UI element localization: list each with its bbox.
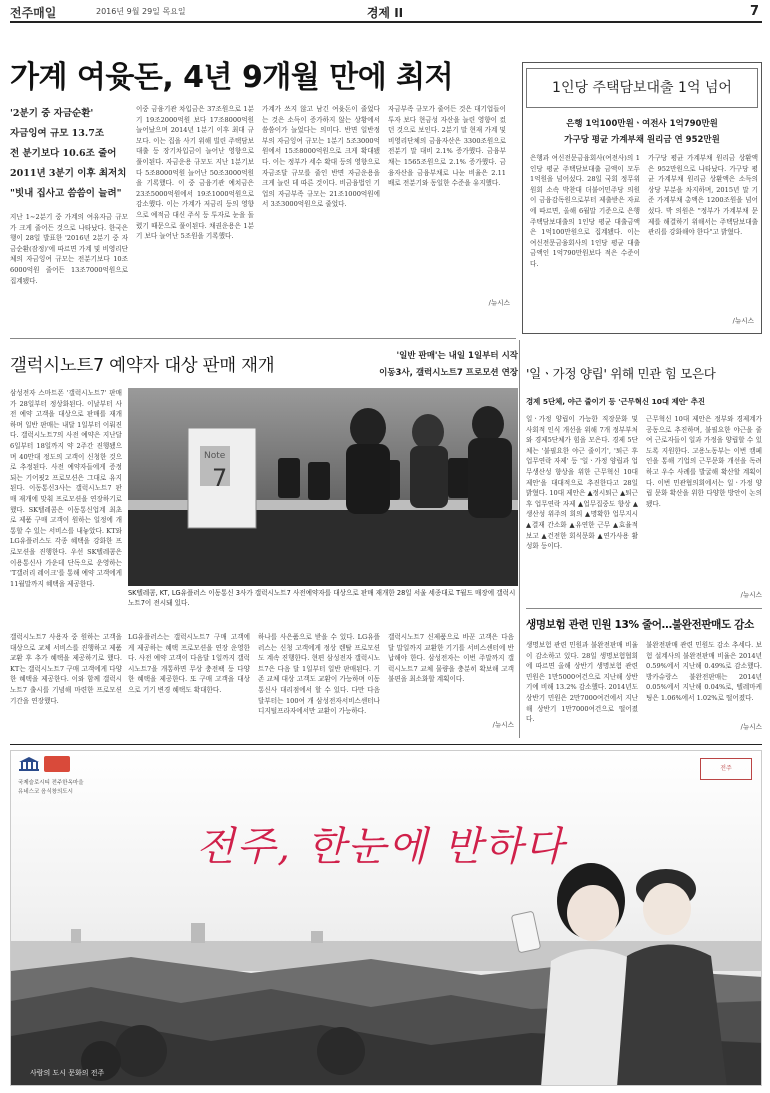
story4-col2: 근무혁신 10대 제안은 정부와 경제계가 공동으로 추진하며, 불필요한 야근을 줄여 근로자들이 일과 가정을 양립할 수 있도록 지원한다. 고용노동부는 이번 캠페인을 통해 기업의 근무문화 개선을 독려하고 우수 사례를 발굴해 확산할 계획이다. 이번 민관협의회에서는 일ㆍ가정 양립 문화 확산을 위한 다양한 방안이 논의됐다. [646, 415, 762, 508]
svg-text:7: 7 [212, 464, 228, 492]
masthead [0, 0, 770, 22]
story1-sub4: 2011년 3분기 이후 최저치 [10, 168, 127, 179]
issue-date: 2016년 9월 29일 목요일 [96, 7, 186, 16]
story1-col1: 지난 1∼2분기 중 가계의 여유자금 규모가 크게 줄어든 것으로 나타났다. 한국은행이 28일 발표한 '2016년 2분기 중 자금순환(잠정)'에 따르면 가계 및 비영리단체의 자금잉여 규모는 전분기보다 10조6000억원 줄어든 13조7000억원으로 집계됐다. [10, 213, 128, 285]
ad-org-line1: 국제슬로시티 전주한옥마을 [18, 780, 84, 786]
divider-story4 [526, 608, 762, 609]
story3-byline: /뉴시스 [492, 721, 514, 729]
story1-sub1: '2분기 중 자금순환' [10, 108, 94, 119]
jeonju-tourism-ad [10, 750, 762, 1086]
story1-sub3: 전 분기보다 10.6조 줄어 [10, 148, 117, 159]
page-number: 7 [750, 4, 760, 19]
story5-col3: 불완전판매 관련 민원도 감소 추세다. 보험 설계사의 불완전판매 비율은 2014년 0.59%에서 지난해 0.49%로 감소했다. 방카슈랑스 불완전판매는 2014년 0.05%에서 지난해 0.04%로, 텔레마케팅은 1.06%에서 1.02%로 떨어졌다. [646, 641, 762, 702]
svg-text:Note: Note [204, 451, 226, 461]
story3-col-b1: 갤럭시노트7 사용자 중 원하는 고객을 대상으로 교체 서비스를 진행하고 제품 교환 후 추가 혜택을 제공하기로 했다. KT는 갤럭시노트7 구매 고객에게 다양한 혜택을 제공한다. 이와 함께 갤럭시노트7 출시를 기념해 마련한 프로모션 기간을 연장했다. [10, 633, 122, 705]
story1-col4: 자금부족 규모가 줄어든 것은 대기업들이 투자 보다 현금성 자산을 늘린 영향이 컸던 것으로 보인다. 2분기 말 현재 가계 및 비영리단체의 금융자산은 3300조원으로 전분기 말 대비 2.1% 증가했다. 금융부채는 1565조원으로 2.1% 증가했다. 금융자산을 금융부채로 나눈 비율은 2.11배로 전분기와 동일한 수준을 유지했다. [388, 105, 506, 188]
story4-byline: /뉴시스 [740, 591, 762, 599]
unesco-logo [18, 756, 40, 772]
story5-col1: 생명보험 관련 민원과 불완전판매 비율이 감소하고 있다. 28일 생명보험협회에 따르면 올해 상반기 생명보험 관련 민원은 1만5000여건으로 지난해 상반기에 비해 13.2% 감소했다. 2014년도 상반기 민원은 2만7000여건에서 지난해 상반기 1만7000여건으로 떨어졌다. [526, 641, 638, 724]
column-divider [519, 340, 520, 738]
galaxy-photo-caption: SK텔레콤, KT, LG유플러스 이동통신 3사가 갤럭시노트7 사전예약자를 대상으로 판매 재개한 28일 서울 세종대로 T월드 매장에 갤럭시노트7이 전시돼 있다. [128, 589, 516, 607]
unesco-temple-icon [18, 756, 40, 772]
story4-col1: 일ㆍ가정 양립이 가능한 직장문화 및 사회적 인식 개선을 위해 7개 정부부처와 경제5단체가 힘을 모은다. 경제 5단체는 '불필요한 야근 줄이기', '퇴근 후 업무연락 자제' 등 '일ㆍ가정 양립과 업무생산성 향상을 위한 근무혁신 10대 제안'을 대대적으로 추진한다고 28일 밝혔다. 10대 제안은 ▲정시퇴근 ▲퇴근 후 업무연락 자제 ▲업무집중도 향상 ▲생산성 위주의 회의 ▲명확한 업무지시 ▲결재 간소화 ▲유연한 근무 ▲효율적 보고 ▲건전한 회식문화 ▲연가사용 활성화 등이다. [526, 415, 638, 551]
divider-story1 [10, 338, 516, 339]
story3-col-left: 삼성전자 스마트폰 '갤럭시노트7' 판매가 28일부터 정상화된다. 이날부터 사전 예약 고객을 대상으로 판매를 재개하며 일반 판매는 내달 1일부터 이뤄진다. 갤럭시노트7의 사전 예약은 지난달 6일부터 18일까지 약 2주간 진행됐으며 40만대 정도의 고객이 신청한 것으로 추정된다. 사전 예약자들에게 증정되는 기어핏2 프로모션은 그대로 유지된다. 이동통신3사는 갤럭시노트7 판매 재개에 맞춰 프로모션을 연장하기로 했다. SK텔레콤은 이동통신업계 최초로 제품 구매 고객이 원하는 일정에 개통할 수 있는 서비스를 내놓았다. KT와 LG유플러스도 각종 혜택을 강화한 프로모션을 진행한다. 우선 SK텔레콤은 이용통신사 가운데 단독으로 운영하는 'T갤러리 레이크'를 통해 예약 고객에게 11월말까지 혜택을 제공한다. [10, 389, 122, 588]
masthead-rule [10, 21, 762, 23]
ad-org-line2: 유네스코 음식창의도시 [18, 789, 73, 795]
story1-subheads [10, 104, 128, 204]
story5-byline: /뉴시스 [740, 723, 762, 731]
ad-top-rule [10, 744, 762, 745]
story3-col-b3: 하나를 사은품으로 받을 수 있다. LG유플러스는 신청 고객에게 정상 렌탈 프로모션도 계속 진행한다. 현편 삼성전자 갤럭시노트7은 다음 달 1일부터 일반 판매된다. 기존 교체 대상 고객도 교환이 가능하며 이동통신사 대리점에서 할 수 있다. 다만 다음달부터는 100여 개 삼성전자서비스센터나 디지털프라자에서만 교환이 가능하다. [258, 633, 380, 716]
story4-sub: 경제 5단체, 야근 줄이기 등 '근무혁신 10대 제안' 추진 [526, 397, 705, 406]
story3-col-b4: 갤럭시노트7 신제품으로 바꾼 고객은 다음달 말일까지 교환한 기기를 서비스센터에 반납해야 한다. 삼성전자는 이번 주말까지 갤럭시노트7 교체 물량을 충분히 확보해 고객 불편을 최소화할 계획이다. [388, 633, 514, 684]
ad-caption: 사람의 도시 문화의 전주 [30, 1069, 105, 1077]
slow-city-logo [44, 756, 70, 772]
story2-byline: /뉴시스 [732, 317, 754, 325]
headline-life-insurance: 생명보험 관련 민원 13% 줄어…불완전판매도 감소 [526, 619, 754, 631]
story3-deck1: '일반 판매'는 내일 1일부터 시작 [396, 351, 518, 361]
ad-slogan: 전주, 한눈에 반하다 [196, 824, 566, 870]
story3-deck2: 이동3사, 갤럭시노트7 프로모션 연장 [379, 368, 518, 378]
story1-col3: 가계가 쓰지 않고 남긴 여윳돈이 줄었다는 것은 소득이 증가하지 않는 상황에서 씀씀이가 늘었다는 의미다. 반면 일반정부의 자금잉여 규모는 1분기 5조3000억원에서 15조8000억원으로 크게 확대됐다. 이는 정부가 세수 확대 등의 영향으로 자금조달 규모를 줄인 반면 자금운용을 크게 늘린 데 따른 것이다. 비금융법인 기업의 자금부족 규모는 21조1000억원에서 3조3000억원으로 줄었다. [262, 105, 380, 209]
story1-sub5: "빗내 집사고 씀씀이 늘려" [10, 188, 122, 199]
story2-col2: 가구당 평균 가계부채 원리금 상환액은 952만원으로 나타났다. 가구당 평균 가계부채 원리금 상환액은 소득의 상당 부분을 차지하며, 2015년 말 기준 가계부채 총액은 1200조원을 넘어섰다. 박 의원은 "정부가 가계부채 문제를 해결하기 위해서는 주택담보대출 관리를 강화해야 한다"고 밝혔다. [648, 154, 758, 237]
ad-artwork [11, 751, 762, 1086]
mortgage-box-sub1: 은행 1억100만원ㆍ여전사 1억790만원 [566, 119, 718, 129]
mortgage-box-headline: 1인당 주택담보대출 1억 넘어 [526, 68, 758, 108]
story1-byline: /뉴시스 [488, 299, 510, 307]
story1-sub2: 자금잉여 규모 13.7조 [10, 128, 104, 139]
headline-work-life-balance: '일ㆍ가정 양립' 위해 민관 힘 모은다 [526, 366, 716, 381]
story1-col2: 이중 금융기관 차입금은 37조원으로 1분기 19조2000억원 보다 17조8000억원 늘어났으며 2014년 1분기 이후 최대 규모다. 이는 집을 사기 위해 빌린 주택담보대출 등 장기차입금이 늘어난 영향으로 풀이된다. 자금운용 규모도 지난 1분기보다 5조8000억원 늘어난 50조3000억원을 기록했다. 이 중 금융기관 예치금은 23조5000억원에서 19조1000억원으로 감소했다. 이는 가계가 저금리 등의 영향으로 예적금 대신 주식 등 투자로 눈을 돌렸기 때문으로 풀이된다. 채권운용은 1분기 보다 늘어난 5조원을 기록했다. [136, 105, 254, 241]
galaxy-note7-photo [128, 388, 518, 586]
store-display-illustration [128, 388, 518, 586]
story2-col1: 은행과 여신전문금융회사(여전사)의 1인당 평균 주택담보대출 금액이 모두 1억원을 넘어섰다. 28일 국회 정무위원회 소속 박찬대 더불어민주당 의원이 금융감독원으로부터 제출받은 자료에 따르면, 올해 6월말 기준으로 은행 주택담보대출의 1인당 평균 대출금액은 1억100만원으로 집계됐다. 이는 여신전문금융회사의 1인당 평균 대출금액인 1억790만원보다 적은 수준이다. [530, 154, 640, 268]
headline-household-savings: 가계 여윳돈, 4년 9개월 만에 최저 [10, 60, 454, 95]
section-name: 경제 II [366, 6, 404, 20]
paper-name: 전주매일 [10, 6, 57, 20]
headline-galaxy-note7: 갤럭시노트7 예약자 대상 판매 재개 [10, 356, 275, 376]
jeonju-seal-icon: 전주 [700, 758, 752, 780]
mortgage-box-sub2: 가구당 평균 가계부채 원리금 연 952만원 [564, 135, 720, 145]
story3-col-b2: LG유플러스는 갤럭시노트7 구매 고객에게 제공하는 혜택 프로모션을 연장 운영한다. 사전 예약 고객이 다음달 1일까지 갤럭시노트7을 개통하면 무상 충전팩 등 다양한 혜택을 제공한다. 또 구매 고객을 대상으로 기기 변경 혜택도 확대한다. [128, 633, 250, 694]
